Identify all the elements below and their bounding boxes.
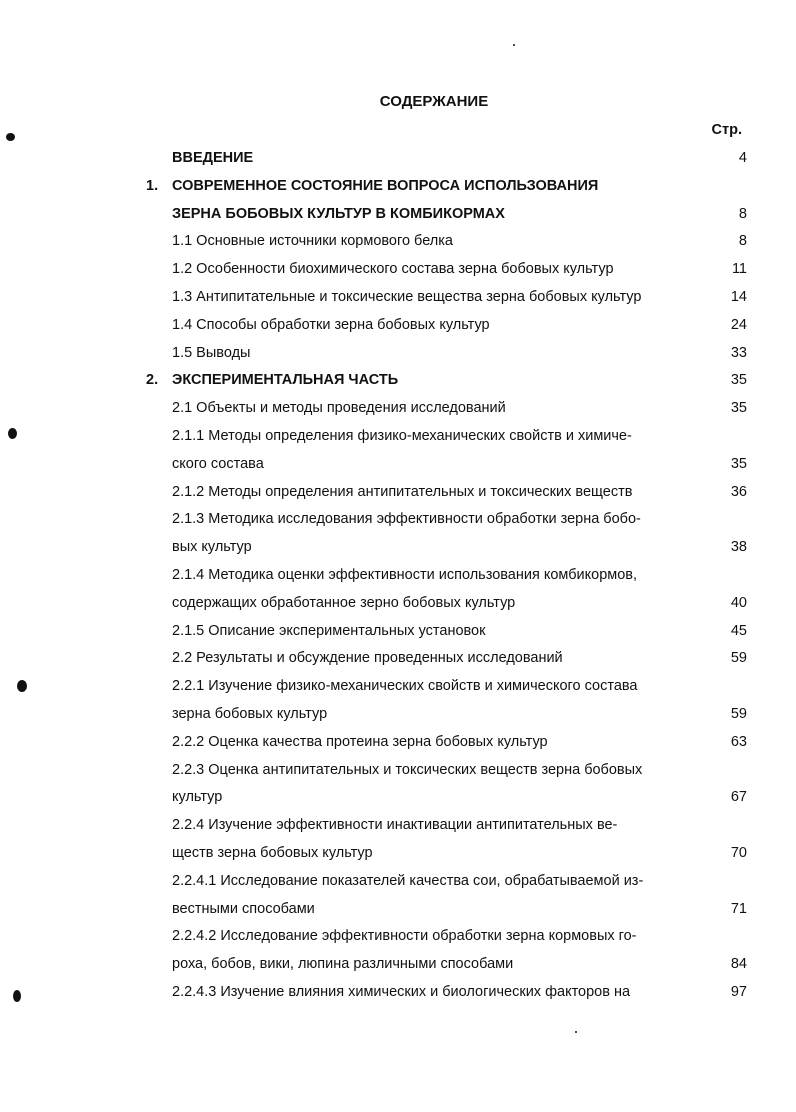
toc-entry: [0, 845, 796, 873]
toc-entry-text: зерна бобовых культур: [172, 706, 328, 722]
toc-entry: [0, 678, 796, 706]
scan-speck: [513, 44, 515, 46]
toc-entry-text: 1.2 Особенности биохимического состава зерна бобовых культур: [172, 261, 614, 278]
toc-entry-text: вестными способами: [172, 900, 315, 917]
toc-entry-page: 14: [730, 289, 747, 305]
toc-entry: [0, 623, 796, 651]
toc-entry: [0, 345, 796, 373]
toc-entry-page: 59: [730, 706, 747, 722]
toc-entry: [0, 817, 796, 845]
toc-entry: [0, 150, 796, 178]
toc-entry-page: 70: [730, 845, 747, 861]
toc-entry-page: 40: [730, 594, 747, 611]
toc-entry-text: 2.2.4.1 Исследование показателей качества сои, обрабатываемой из-: [172, 872, 644, 889]
toc-entry: [0, 400, 796, 428]
toc-entry: [0, 567, 796, 595]
toc-entry: [0, 289, 796, 317]
toc-entry: [0, 928, 796, 956]
toc-entry-text: 1.5 Выводы: [172, 344, 251, 361]
toc-entry-text: 1.1 Основные источники кормового белка: [172, 233, 453, 250]
toc-entry-text: 2.2.4 Изучение эффективности инактивации антипитательных ве-: [172, 817, 618, 834]
toc-entry-text: 2.1.3 Методика исследования эффективности обработки зерна бобо-: [172, 511, 641, 528]
toc-entry: [0, 706, 796, 734]
toc-entry-page: 84: [730, 956, 747, 973]
toc-entry-text: СОВРЕМЕННОЕ СОСТОЯНИЕ ВОПРОСА ИСПОЛЬЗОВАНИЯ: [172, 177, 599, 194]
scan-speck: [6, 133, 15, 141]
toc-entry-page: 71: [730, 900, 747, 917]
toc-entry: [0, 539, 796, 567]
toc-entry: [0, 206, 796, 234]
toc-entry-page: 8: [738, 233, 747, 250]
toc-entry: [0, 372, 796, 400]
toc-entry: [0, 956, 796, 984]
toc-entry: [0, 178, 796, 206]
toc-entry-text: 2.2.3 Оценка антипитательных и токсических веществ зерна бобовых: [172, 761, 643, 778]
toc-entry-text: 2.2.4.2 Исследование эффективности обработки зерна кормовых го-: [172, 928, 637, 945]
toc-entry-text: 2.2.1 Изучение физико-механических свойств и химического состава: [172, 678, 638, 695]
toc-entry: [0, 873, 796, 901]
toc-entry: [0, 762, 796, 790]
toc-entry-text: 2.1.4 Методика оценки эффективности использования комбикормов,: [172, 567, 638, 583]
toc-entry-page: 35: [730, 400, 747, 417]
scan-speck: [13, 990, 21, 1002]
toc-entry-text: 2.1 Объекты и методы проведения исследований: [172, 400, 506, 417]
toc-entry-page: 38: [730, 539, 747, 556]
toc-entry: [0, 789, 796, 817]
toc-entry-text: 2.2.2 Оценка качества протеина зерна бобовых культур: [172, 733, 548, 750]
toc-entry-text: ществ зерна бобовых культур: [172, 845, 373, 861]
page-column-label: Стр.: [711, 122, 742, 138]
toc-entry-text: 2.1.5 Описание экспериментальных установок: [172, 622, 486, 639]
toc-entry-page: 36: [730, 483, 747, 500]
toc-entry-page: 8: [738, 205, 747, 222]
toc-entry-page: 11: [731, 261, 747, 278]
toc-entry-page: 35: [730, 372, 747, 389]
toc-entry: [0, 317, 796, 345]
toc-entry-text: 1.3 Антипитательные и токсические вещества зерна бобовых культур: [172, 289, 642, 305]
scan-speck: [17, 680, 27, 692]
toc-entry-page: 33: [730, 344, 747, 361]
toc-entry-text: ского состава: [172, 455, 264, 472]
toc-entry: [0, 261, 796, 289]
toc-entry: [0, 428, 796, 456]
toc-entry-page: 4: [738, 150, 747, 166]
toc-entry-page: 67: [730, 789, 747, 806]
toc-entry-text: ВВЕДЕНИЕ: [172, 150, 254, 166]
toc-entry: [0, 595, 796, 623]
toc-entry-page: 63: [730, 733, 747, 750]
toc-entry: [0, 984, 796, 1012]
toc-entry: [0, 901, 796, 929]
toc-entry-text: культур: [172, 789, 223, 806]
toc-entry-page: 97: [730, 984, 747, 1000]
toc-entry-text: 1.4 Способы обработки зерна бобовых культур: [172, 316, 490, 333]
toc-entry: [0, 233, 796, 261]
page-title: СОДЕРЖАНИЕ: [379, 93, 489, 110]
toc-entry-text: ЗЕРНА БОБОВЫХ КУЛЬТУР В КОМБИКОРМАХ: [172, 205, 505, 222]
toc-entry-text: содержащих обработанное зерно бобовых культур: [172, 594, 516, 611]
toc-entry-number: 1.: [146, 177, 159, 194]
toc-entry: [0, 511, 796, 539]
toc-entry: [0, 650, 796, 678]
toc-entry-text: роха, бобов, вики, люпина различными способами: [172, 956, 514, 973]
toc-entry-text: 2.1.2 Методы определения антипитательных и токсических веществ: [172, 483, 633, 500]
toc-entry-text: 2.2.4.3 Изучение влияния химических и биологических факторов на: [172, 984, 631, 1000]
toc-entry-text: 2.2 Результаты и обсуждение проведенных исследований: [172, 650, 563, 667]
toc-entry: [0, 456, 796, 484]
scan-speck: [575, 1031, 577, 1033]
toc-entry-page: 45: [730, 622, 747, 639]
toc-entry-text: 2.1.1 Методы определения физико-механических свойств и химиче-: [172, 428, 632, 444]
toc-entry: [0, 484, 796, 512]
toc-entry: [0, 734, 796, 762]
toc-entry-number: 2.: [146, 372, 159, 389]
toc-entry-text: ЭКСПЕРИМЕНТАЛЬНАЯ ЧАСТЬ: [172, 372, 399, 389]
toc-entry-page: 35: [730, 455, 747, 472]
toc-entry-page: 59: [730, 650, 747, 667]
toc-entry-page: 24: [730, 316, 747, 333]
scan-speck: [8, 428, 17, 439]
toc-entry-text: вых культур: [172, 539, 252, 556]
